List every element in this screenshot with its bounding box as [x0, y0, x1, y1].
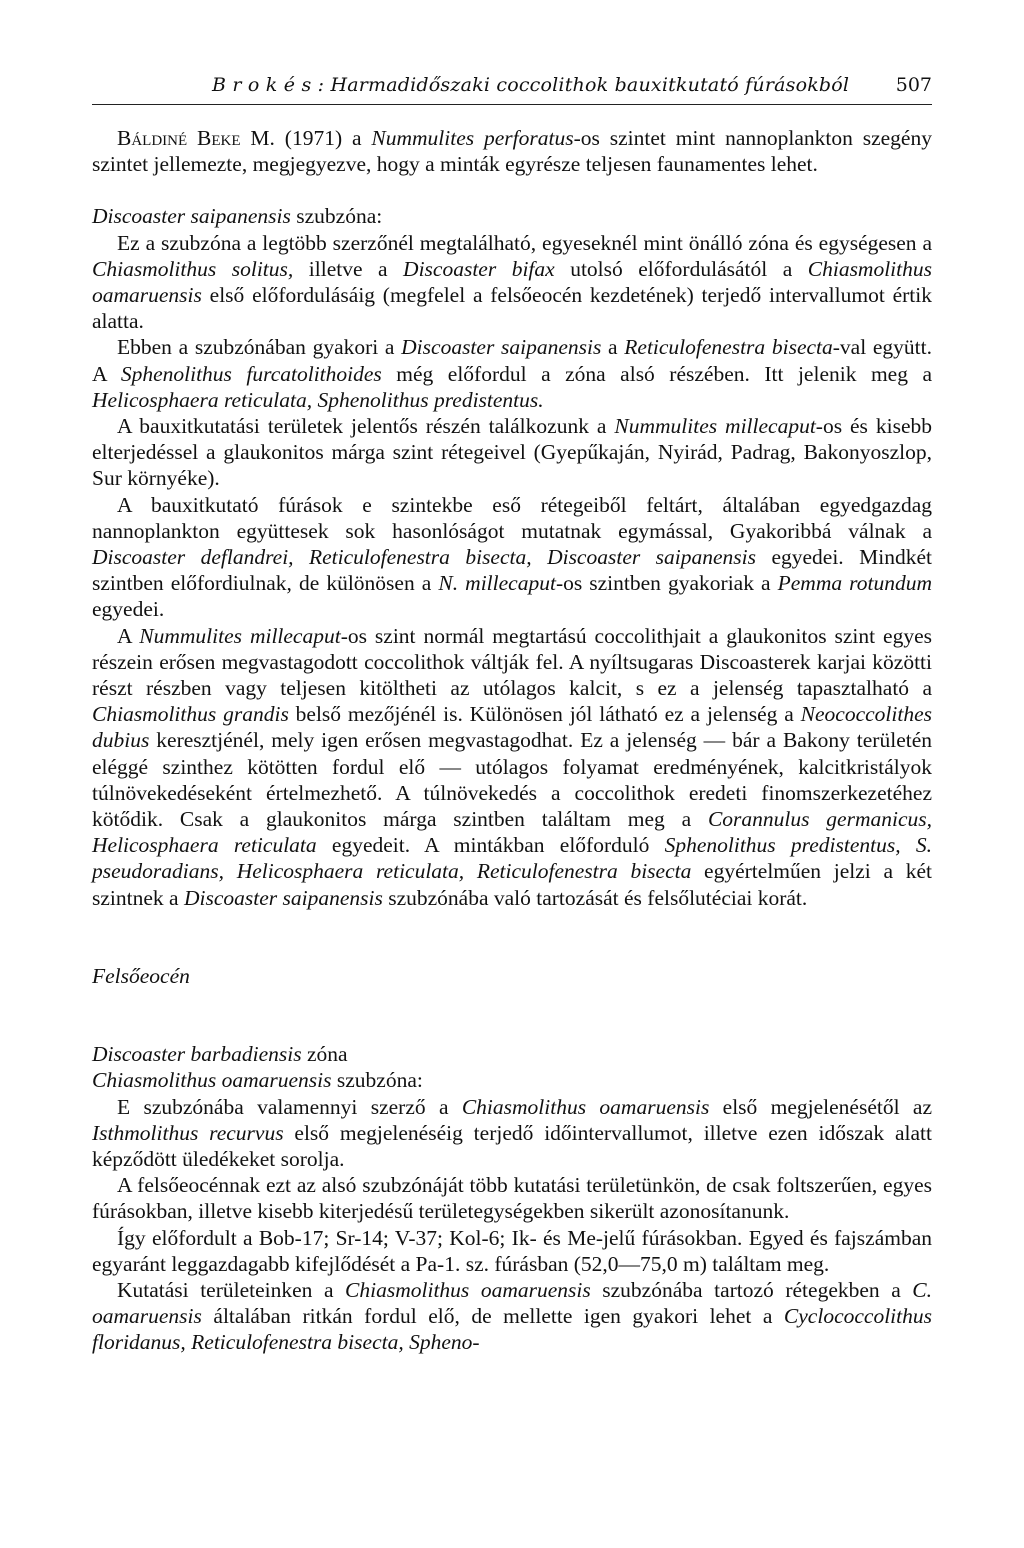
italic-taxon: Discoaster saipanensis [401, 335, 602, 360]
text-run: (1971) a [274, 126, 372, 150]
text-run: E szubzónába valamennyi szerző a [117, 1094, 462, 1119]
italic-taxon: N. millecaput [438, 571, 556, 596]
text-run: még előfordul a zóna alsó részében. Itt jelenik meg a [381, 361, 932, 386]
italic-taxon: Nummulites perforatus [371, 126, 574, 150]
text-run: -val együtt. A [92, 335, 932, 386]
paragraph-spacer [92, 911, 932, 963]
paragraph [92, 413, 932, 492]
text-run: szubzónába való tartozását és felsőlutéciai korát. [382, 885, 808, 910]
italic-taxon: C. oamaruensis [92, 1277, 932, 1329]
italic-taxon: Chiasmolithus oamaruensis [92, 1068, 332, 1093]
text-run: Kutatási területeinken a [117, 1277, 346, 1302]
text-run: első előfordulásáig (megfelel a felsőeocén kezdetének) terjedő intervallumot értik alatta. [92, 283, 932, 334]
paragraph [92, 1094, 932, 1173]
paragraph-spacer [92, 989, 932, 1041]
italic-taxon: Chiasmolithus oamaruensis [345, 1277, 591, 1302]
text-run: egyedei. [92, 597, 165, 622]
text-run: Így előfordult a Bob-17; Sr-14; V-37; Kol-6; Ik- és Me-jelű fúrásokban. Egyed és fajszámban egyaránt leggazdagabb kifejlődését a Pa-1. sz. fúrásban (52,0—75,0 m) találtam meg. [92, 1225, 932, 1276]
paragraph [92, 623, 932, 911]
body-text [92, 125, 932, 1356]
text-run: A bauxitkutatási területek jelentős részén találkozunk a [117, 414, 615, 439]
text-run: -os szintben gyakoriak a [555, 571, 778, 596]
text-run: egyedeit. A mintákban előforduló [316, 833, 665, 858]
text-run: a [601, 335, 625, 360]
text-run: zóna [301, 1042, 348, 1067]
text-run: egyértelműen jelzi a két szintnek a [92, 859, 932, 910]
text-run: első megjelenésétől az [709, 1094, 932, 1119]
italic-taxon: Discoaster bifax [403, 256, 555, 281]
text-run: első megjelenéséig terjedő időintervallumot, illetve ezen időszak alatt képződött üledékeket sorolja. [92, 1120, 932, 1171]
paragraph [92, 1277, 932, 1356]
text-run: keresztjénél, mely igen erősen megvastagodhat. Ez a jelenség — bár a Bakony területén eléggé szinthez kötötten fordul elő — utólagos folyamat eredményének, kalcitkristályok túlnövekedéseként értelmezhető. A túlnövekedés a coccolithok eredeti finomszerkezetéhez kötődik. Csak a glaukonitos márga szintben találtam meg a [92, 728, 932, 832]
italic-taxon: Discoaster saipanensis [92, 204, 291, 229]
italic-taxon: Discoaster saipanensis [183, 885, 383, 910]
italic-taxon: Nummulites millecaput [614, 414, 816, 439]
paragraph [92, 334, 932, 413]
page-number: 507 [895, 74, 932, 96]
paragraph [92, 230, 932, 335]
text-run: illetve a [293, 256, 404, 281]
paragraph [92, 492, 932, 623]
text-run: A felsőeocénnak ezt az alsó szubzónáját több kutatási területünkön, de csak foltszerűen, egyes fúrásokban, illetve kisebb kiterjedésű területegységekben sikerült azonosítanunk. [92, 1173, 932, 1224]
italic-taxon: Reticulofenestra bisecta [624, 335, 833, 360]
italic-taxon: Cyclococcolithus floridanus, Reticulofenestra bisecta, Spheno- [92, 1304, 932, 1355]
running-title: B r o k é s : Harmadidőszaki coccolithok bauxitkutató fúrásokból [212, 74, 850, 96]
paragraph [92, 1172, 932, 1224]
running-header [92, 74, 932, 104]
text-run: -os és kisebb elterjedéssel a glaukonitos márga szint rétegeivel (Gyepűkaján, Nyirád, Padrag, Bakonyoszlop, Sur környéke). [92, 414, 932, 491]
text-run: Ebben a szubzónában gyakori a [117, 335, 402, 360]
italic-taxon: Discoaster barbadiensis [92, 1042, 302, 1067]
italic-taxon: Pemma rotundum [777, 571, 932, 596]
italic-taxon: Neococcolithes dubius [92, 702, 932, 753]
italic-taxon: Felsőeocén [92, 963, 190, 988]
text-run: utolsó előfordulásától a [554, 256, 808, 281]
italic-taxon: Nummulites millecaput [139, 623, 341, 648]
italic-taxon: Isthmolithus recurvus [92, 1120, 284, 1145]
italic-taxon: Corannulus germanicus, Helicosphaera reticulata [92, 807, 932, 858]
italic-taxon: Chiasmolithus solitus, [92, 256, 294, 281]
section-heading [92, 963, 932, 989]
paragraph [92, 125, 932, 177]
text-run: Ez a szubzóna a legtöbb szerzőnél megtalálható, egyeseknél mint önálló zóna és egységesen a [117, 230, 932, 255]
text-run: szubzóna: [290, 204, 383, 229]
header-rule [92, 104, 932, 105]
text-run: A [117, 623, 140, 648]
italic-taxon: Sphenolithus predistentus, S. pseudoradians, Helicosphaera reticulata, Reticulofenestra bisecta [92, 833, 932, 884]
text-run: -os szint normál megtartású coccolithjait a glaukonitos szint egyes részein erősen megvastagodott coccolithok váltják fel. A nyíltsugaras Discoasterek karjai közötti részt részben vagy teljesen kitöltheti az utólagos kalcit, s ez a jelenség tapasztalható a [92, 623, 932, 701]
italic-taxon: Helicosphaera reticulata, Sphenolithus predistentus. [92, 387, 544, 412]
section-heading [92, 1041, 932, 1067]
italic-taxon: Chiasmolithus oamaruensis [92, 256, 932, 308]
italic-taxon: Chiasmolithus grandis [92, 702, 289, 727]
paragraph [92, 1225, 932, 1277]
text-run: -os szintet mint nannoplankton szegény szintet jellemezte, megjegyezve, hogy a minták egyrésze teljesen faunamentes lehet. [92, 126, 932, 177]
section-heading [92, 1067, 932, 1093]
text-run: szubzóna: [331, 1068, 423, 1093]
text-run: általában ritkán fordul elő, de mellette igen gyakori lehet a [201, 1304, 784, 1329]
text-run: belső mezőjénél is. Különösen jól látható ez a jelenség a [288, 702, 801, 727]
author-name: Báldiné Beke M. [117, 126, 275, 150]
text-run: egyedei. Mindkét szintben előfordiulnak, de különösen a [92, 545, 932, 596]
paragraph-spacer [92, 177, 932, 203]
italic-taxon: Chiasmolithus oamaruensis [461, 1094, 710, 1119]
section-heading [92, 203, 932, 229]
text-run: szubzónába tartozó rétegekben a [590, 1277, 913, 1302]
italic-taxon: Discoaster deflandrei, Reticulofenestra bisecta, Discoaster saipanensis [92, 545, 757, 570]
text-run: A bauxitkutató fúrások e szintekbe eső rétegeiből feltárt, általában egyedgazdag nannoplankton együttesek sok hasonlóságot mutatnak egymással, Gyakoribbá válnak a [92, 492, 932, 543]
italic-taxon: Sphenolithus furcatolithoides [120, 361, 382, 386]
